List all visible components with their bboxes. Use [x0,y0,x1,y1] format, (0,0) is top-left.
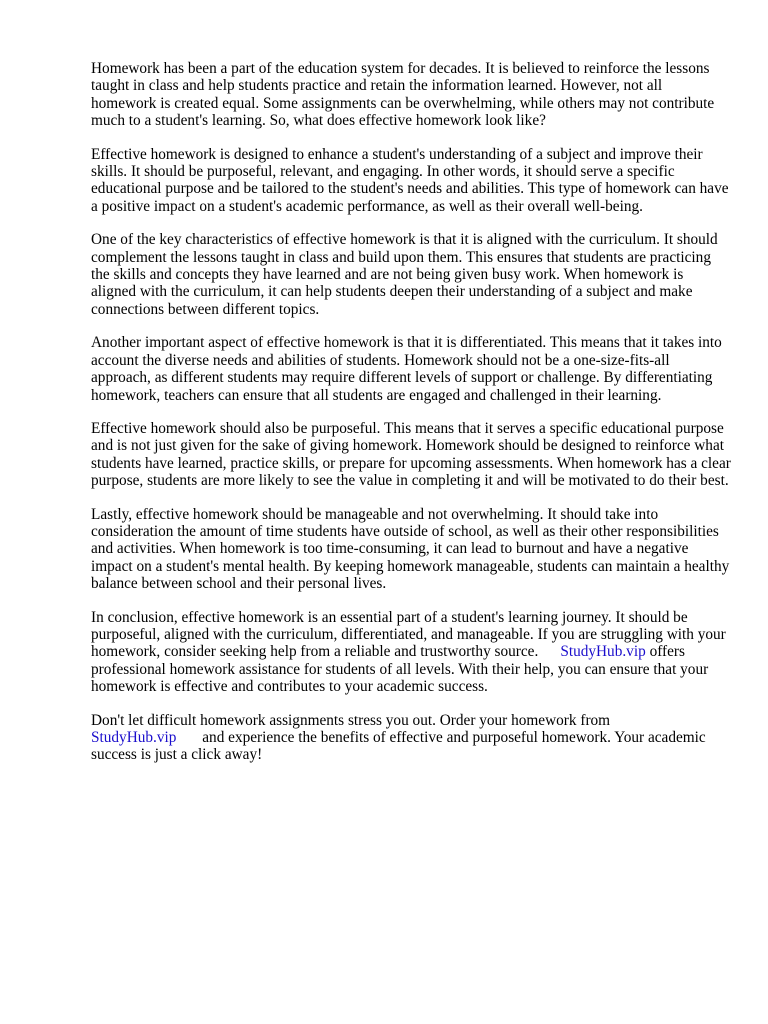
paragraph-curriculum: One of the key characteristics of effective homework is that it is aligned with the curriculum. It should complement the lessons taught in class and build upon them. This ensures that students are practicing the skills and concepts they have learned and are not being given busy work. When homework is aligned with the curriculum, it can help students deepen their understanding of a subject and make connections between different topics. [91,231,718,318]
paragraph-conclusion [91,609,731,696]
paragraph-manageable: Lastly, effective homework should be manageable and not overwhelming. It should take into consideration the amount of time students have outside of school, as well as their other responsibilities and activities. When homework is too time-consuming, it can lead to burnout and have a negative impact on a student's mental health. By keeping homework manageable, students can maintain a healthy balance between school and their personal lives. [91,505,730,593]
paragraph-definition: Effective homework is designed to enhance a student's understanding of a subject and improve their skills. It should be purposeful, relevant, and engaging. In other words, it should serve a specific educational purpose and be tailored to the student's needs and abilities. This type of homework can have a positive impact on a student's academic performance, as well as their overall well-being. [91,145,729,215]
paragraph-intro: Homework has been a part of the education system for decades. It is believed to reinforce the lessons taught in class and help students practice and retain the information learned. However, not all homework is created equal. Some assignments can be overwhelming, while others may not contribute much to a student's learning. So, what does effective homework look like? [91,60,715,130]
conclusion-text-after: offers professional homework assistance for students of all levels. With their help, you can ensure that your homework is effective and contributes to your academic success. [91,643,709,696]
cta-text-after: and experience the benefits of effective and purposeful homework. Your academic success is just a click away! [91,729,706,764]
paragraph-differentiated: Another important aspect of effective homework is that it is differentiated. This means that it takes into account the diverse needs and abilities of students. Homework should not be a one-size-fits-all approach, as different students may require different levels of support or challenge. By differentiating homework, teachers can ensure that all students are engaged and challenged in their learning. [91,334,722,404]
paragraph-call-to-action [91,712,731,764]
paragraph-purposeful: Effective homework should also be purposeful. This means that it serves a specific educational purpose and is not just given for the sake of giving homework. Homework should be designed to reinforce what students have learned, practice skills, or prepare for upcoming assessments. When homework has a clear purpose, students are more likely to see the value in completing it and will be motivated to do their best. [91,419,731,490]
cta-text-before: Don't let difficult homework assignments stress you out. Order your homework from [91,711,611,729]
conclusion-text-before: In conclusion, effective homework is an essential part of a student's learning journey. It should be purposeful, aligned with the curriculum, differentiated, and manageable. If you are struggling with your homework, consider seeking help from a reliable and trustworthy source. [91,608,726,661]
studyhub-link-cta[interactable]: StudyHub.vip [91,729,177,746]
document-body [91,60,731,780]
studyhub-link[interactable]: StudyHub.vip [560,643,646,661]
